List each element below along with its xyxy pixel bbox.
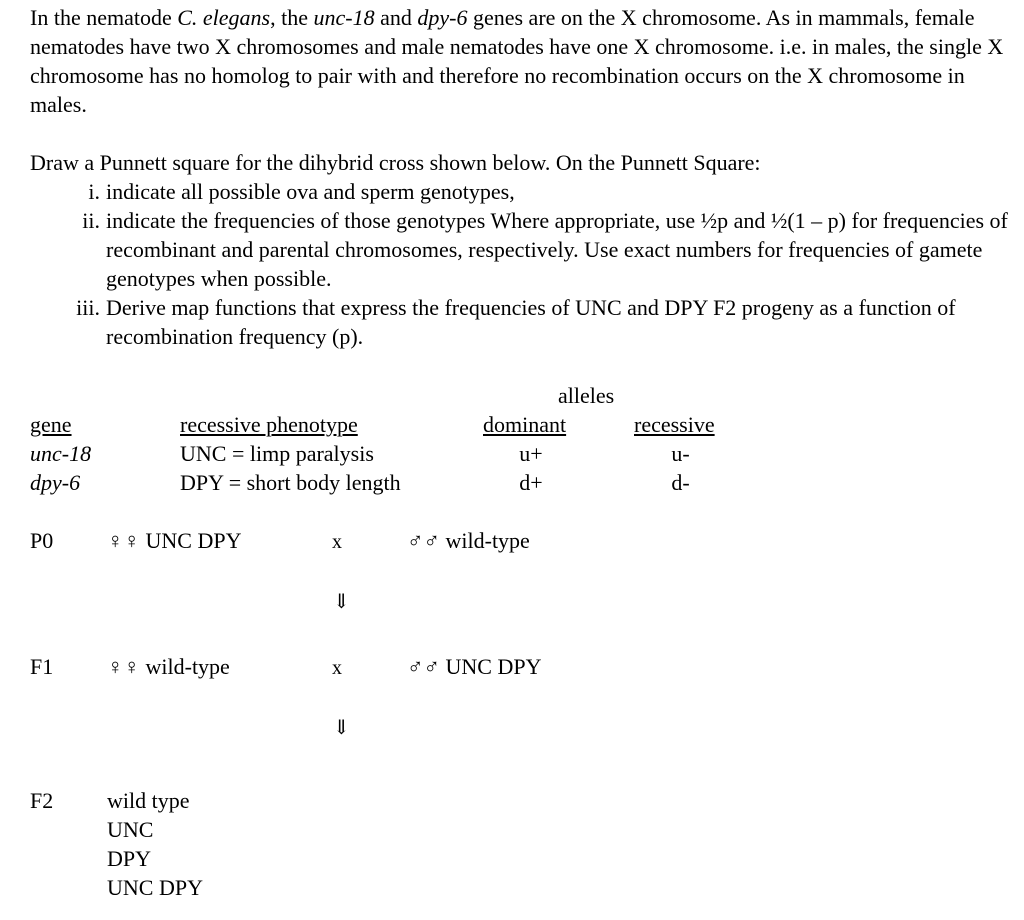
- f1-female: ♀♀ wild-type: [107, 654, 230, 679]
- task-item-1: [30, 177, 1015, 206]
- cross-symbol: x: [332, 531, 342, 553]
- dominant-allele: u+: [519, 441, 543, 466]
- gene-dpy-6: dpy-6: [417, 5, 468, 30]
- task-item-number: ii.: [82, 208, 100, 233]
- task-item-2: [30, 206, 1015, 293]
- intro-text-2: , the: [270, 5, 314, 30]
- f2-phenotype: wild type: [107, 788, 190, 813]
- intro-text-4: genes are on the X chromosome. As in mammals, female nematodes have two X chromosomes and male nematodes have one X chromosome. i.e. in males, the single X chromosome has no homolog to pair with and therefore no recombination occurs on the X chromosome in males.: [30, 5, 1004, 117]
- f2-phenotype: UNC DPY: [107, 875, 203, 900]
- dominant-allele: d+: [519, 470, 543, 495]
- p0-female: ♀♀ UNC DPY: [107, 528, 242, 553]
- gene-name: unc-18: [30, 441, 92, 466]
- phenotype-description: UNC = limp paralysis: [180, 441, 374, 466]
- species-name: C. elegans: [177, 5, 271, 30]
- task-item-text: indicate the frequencies of those genotypes Where appropriate, use ½p and ½(1 – p) for frequencies of recombinant and parental chromosomes, respectively. Use exact numbers for frequencies of gamete genotypes when possible.: [106, 208, 1008, 291]
- alleles-label: alleles: [558, 383, 615, 408]
- task-item-text: Derive map functions that express the frequencies of UNC and DPY F2 progeny as a function of recombination frequency (p).: [106, 295, 956, 349]
- recessive-allele: u-: [671, 441, 690, 466]
- p0-male: ♂♂ wild-type: [407, 528, 530, 553]
- f2-phenotype: DPY: [107, 846, 152, 871]
- f2-phenotype: UNC: [107, 817, 154, 842]
- task-section: [30, 148, 1015, 351]
- task-item-number: i.: [88, 179, 100, 204]
- task-item-3: [30, 293, 1015, 351]
- task-item-number: iii.: [76, 295, 100, 320]
- phenotype-description: DPY = short body length: [180, 470, 401, 495]
- down-arrow-icon: ⇓: [333, 717, 350, 739]
- generation-label-f1: F1: [30, 654, 54, 679]
- down-arrow-icon: ⇓: [333, 591, 350, 613]
- header-gene: gene: [30, 412, 72, 437]
- intro-paragraph: [30, 3, 1015, 119]
- task-lead: Draw a Punnett square for the dihybrid cross shown below. On the Punnett Square:: [30, 150, 761, 175]
- generation-label-p0: P0: [30, 528, 54, 553]
- header-recessive: recessive: [634, 412, 715, 437]
- f1-male: ♂♂ UNC DPY: [407, 654, 542, 679]
- task-item-text: indicate all possible ova and sperm genotypes,: [106, 179, 515, 204]
- intro-text-1: In the nematode: [30, 5, 178, 30]
- header-dominant: dominant: [483, 412, 567, 437]
- cross-symbol: x: [332, 657, 342, 679]
- gene-unc-18: unc-18: [313, 5, 375, 30]
- recessive-allele: d-: [671, 470, 690, 495]
- intro-text-3: and: [374, 5, 418, 30]
- header-recessive-phenotype: recessive phenotype: [180, 412, 358, 437]
- gene-name: dpy-6: [30, 470, 81, 495]
- generation-label-f2: F2: [30, 788, 54, 813]
